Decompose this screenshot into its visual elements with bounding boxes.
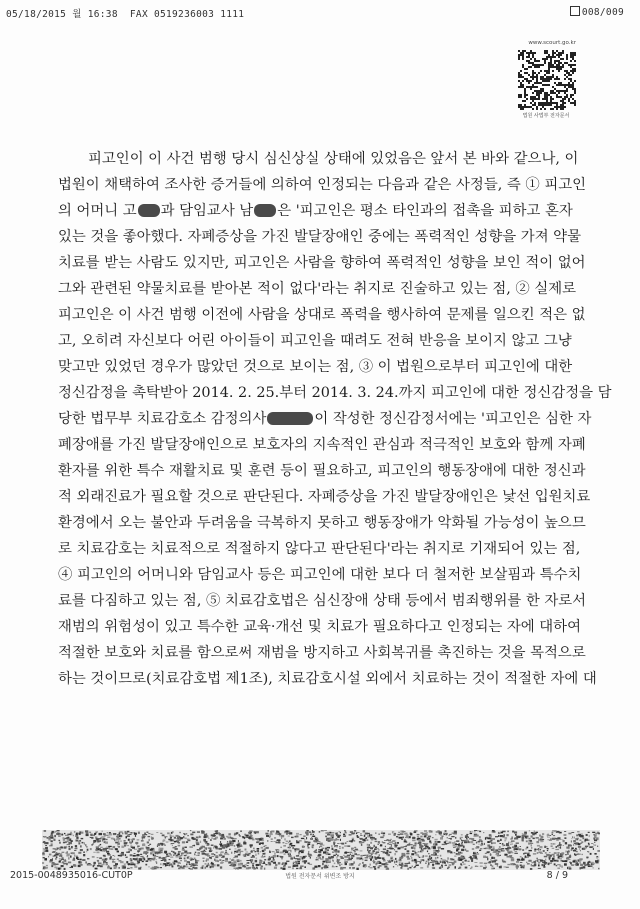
- body-line: [58, 406, 591, 432]
- body-line: 폐장애를 가진 발달장애인으로 보호자의 지속적인 관심과 적극적인 보호와 함께 자폐: [58, 437, 586, 453]
- fax-header: [6, 6, 632, 20]
- body-line: 환자를 위한 특수 재활치료 및 훈련 등이 필요하고, 피고인의 행동장애에 대한 정신과: [58, 463, 586, 479]
- body-line-part: 이 작성한 정신감정서에는 '피고인은 심한 자: [314, 411, 592, 427]
- body-line: 맞고만 있었던 경우가 많았던 것으로 보이는 점, ③ 이 법원으로부터 피고인에 대한: [58, 359, 573, 375]
- fax-page: 008/009: [581, 7, 624, 18]
- fax-weekday: 월: [72, 9, 82, 20]
- body-line: 환경에서 오는 불안과 두려움을 극복하지 못하고 행동장애가 악화될 가능성이 높으므: [58, 515, 586, 531]
- anti-forgery-noise-strip: [42, 830, 600, 870]
- redaction-mark: [267, 412, 313, 425]
- footer-note: 법원 전자문서 위변조 방지: [285, 873, 355, 880]
- body-line-part: 과 담임교사 남: [160, 203, 254, 219]
- body-line: 정신감정을 촉탁받아 2014. 2. 25.부터 2014. 3. 24.까지 피고인에 대한 정신감정을 담: [58, 385, 612, 401]
- body-line: 적절한 보호와 치료를 함으로써 재범을 방지하고 사회복귀를 촉진하는 것을 목적으로: [58, 645, 586, 661]
- body-line: 법원이 채택하여 조사한 증거들에 의하여 인정되는 다음과 같은 사정들, 즉 ① 피고인: [58, 177, 587, 193]
- fax-number: FAX 0519236003 1111: [129, 9, 245, 20]
- fax-header-right: [570, 6, 624, 18]
- body-line: 피고인이 이 사건 범행 당시 심신상실 상태에 있었음은 앞서 본 바와 같으나, 이: [88, 151, 579, 167]
- qr-caption: 법원 사법부 전자문서: [522, 113, 570, 119]
- body-line: 있는 것을 좋아했다. 자폐증상을 가진 발달장애인 중에는 폭력적인 성향을 가져 약물: [58, 229, 581, 245]
- body-line-part: 당한 법무부 치료감호소 감정의사: [58, 411, 267, 427]
- fax-header-left: [6, 6, 244, 20]
- page-number: 8 / 9: [546, 870, 568, 881]
- body-line-part: 의 어머니 고: [58, 203, 137, 219]
- body-line: 고, 오히려 자신보다 어린 아이들이 피고인을 때려도 전혀 반응을 보이지 않고 그냥: [58, 333, 572, 349]
- body-line: [58, 198, 573, 224]
- body-line: 재범의 위험성이 있고 특수한 교육·개선 및 치료가 필요하다고 인정되는 자에 대하여: [58, 619, 581, 635]
- body-line: 그와 관련된 약물치료를 받아본 적이 없다'라는 취지로 진술하고 있는 점, ② 실제로: [58, 281, 577, 297]
- court-url: www.scourt.go.kr: [528, 40, 576, 46]
- fax-time: 16:38: [87, 9, 118, 20]
- body-line: 로 치료감호는 치료적으로 적절하지 않다고 판단된다'라는 취지로 기재되어 있는 점,: [58, 541, 581, 557]
- body-line: 적 외래진료가 필요할 것으로 판단된다. 자폐증상을 가진 발달장애인은 낯선 입원치료: [58, 489, 591, 505]
- body-line: 피고인은 이 사건 범행 이전에 사람을 상대로 폭력을 행사하여 문제를 일으킨 적은 없: [58, 307, 586, 323]
- court-verification-box: [512, 40, 576, 122]
- redaction-mark: [138, 204, 160, 217]
- qr-code-icon: [518, 50, 576, 110]
- fax-page-icon: [570, 6, 580, 16]
- body-line: 치료를 받는 사람도 있지만, 피고인은 사람을 향하여 폭력적인 성향을 보인 적이 없어: [58, 255, 586, 271]
- body-line: 하는 것이므로(치료감호법 제1조), 치료감호시설 외에서 치료하는 것이 적절한 자에 대: [58, 671, 597, 687]
- redaction-mark: [254, 204, 276, 217]
- body-line: ④ 피고인의 어머니와 담임교사 등은 피고인에 대한 보다 더 철저한 보살핌과 특수치: [58, 567, 582, 583]
- body-line-part: 은 '피고인은 평소 타인과의 접촉을 피하고 혼자: [277, 203, 573, 219]
- fax-date: 05/18/2015: [6, 9, 67, 20]
- case-number: 2015-0048935016-CUT0P: [10, 870, 133, 881]
- body-line: 료를 다짐하고 있는 점, ⑤ 치료감호법은 심신장애 상태 등에서 범죄행위를 한 자로서: [58, 593, 587, 609]
